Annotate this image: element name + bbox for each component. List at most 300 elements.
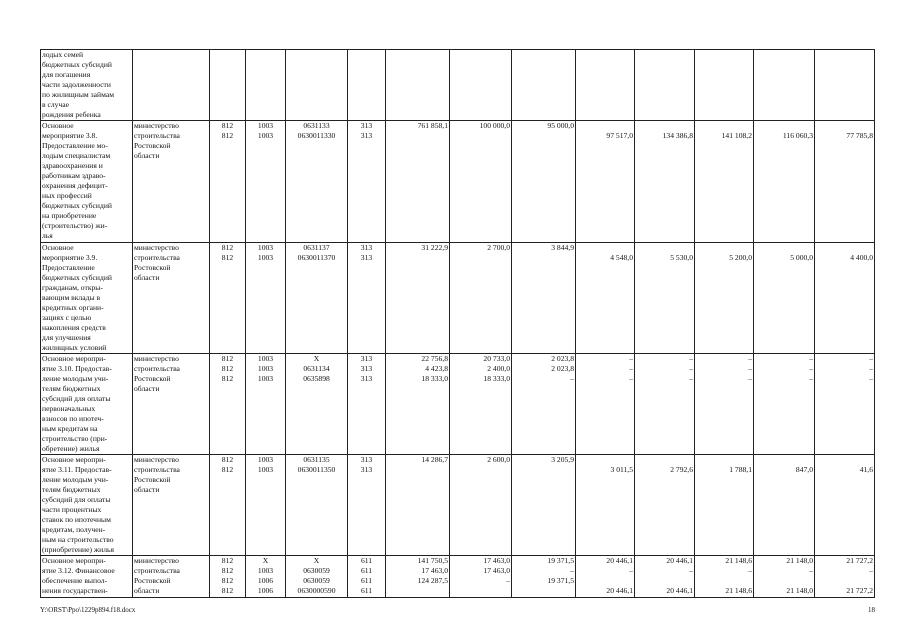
executor-cell bbox=[133, 354, 210, 455]
cell-line: 812 bbox=[221, 364, 234, 373]
cell-line: Основное меропри- bbox=[42, 556, 106, 565]
cell-line: 141 108,2 bbox=[721, 131, 752, 140]
cell-line: 141 750,5 bbox=[417, 556, 448, 565]
cell-line: бюджетных субсидий bbox=[42, 273, 112, 282]
executor-cell bbox=[133, 243, 210, 354]
vr-code-cell bbox=[348, 243, 386, 354]
rzpr-code-cell bbox=[246, 50, 286, 121]
cell-line: Основное bbox=[42, 121, 74, 130]
cell-line: Ростовской bbox=[134, 475, 171, 484]
cell-line: – bbox=[748, 364, 752, 373]
cell-line: строительства bbox=[134, 465, 180, 474]
year-2018-cell bbox=[695, 243, 754, 354]
cell-line: – bbox=[629, 566, 633, 575]
cell-line: 97 517,0 bbox=[606, 131, 633, 140]
cell-line: нения государствен- bbox=[42, 586, 108, 595]
csr-code-cell bbox=[286, 243, 348, 354]
cell-line: строительства bbox=[134, 131, 180, 140]
csr-code-cell bbox=[286, 455, 348, 556]
grbs-code-cell bbox=[210, 121, 246, 243]
cell-line: 20 733,0 bbox=[483, 354, 510, 363]
program-funding-table bbox=[40, 49, 875, 598]
year-2014-cell bbox=[450, 50, 512, 121]
measure-description-cell bbox=[41, 243, 133, 354]
year-2016-cell bbox=[576, 121, 635, 243]
table-row bbox=[41, 121, 875, 243]
year-2019-cell bbox=[754, 243, 815, 354]
cell-line: 1003 bbox=[257, 364, 274, 373]
cell-line: ление молодым учи- bbox=[42, 475, 109, 484]
cell-line: ставок по ипотечным bbox=[42, 515, 111, 524]
rzpr-code-cell bbox=[246, 121, 286, 243]
year-2020-cell bbox=[815, 556, 875, 598]
grbs-code-cell bbox=[210, 354, 246, 455]
cell-line: ятие 3.11. Предостав- bbox=[42, 465, 112, 474]
cell-line: Ростовской bbox=[134, 576, 171, 585]
year-2014-cell bbox=[450, 121, 512, 243]
year-2018-cell bbox=[695, 50, 754, 121]
cell-line: области bbox=[134, 485, 160, 494]
year-2015-cell bbox=[512, 243, 576, 354]
cell-line: – bbox=[748, 374, 752, 383]
vr-code-cell bbox=[348, 556, 386, 598]
cell-line: 1003 bbox=[257, 121, 274, 130]
cell-line: – bbox=[689, 374, 693, 383]
cell-line: ным на строительство bbox=[42, 535, 114, 544]
cell-line: области bbox=[134, 586, 160, 595]
cell-line: 812 bbox=[221, 586, 234, 595]
cell-line: лодым специалистам bbox=[42, 151, 111, 160]
cell-line: 1006 bbox=[257, 586, 274, 595]
cell-line: области bbox=[134, 273, 160, 282]
cell-line: – bbox=[748, 354, 752, 363]
cell-line: части процентных bbox=[42, 505, 102, 514]
cell-line: 4 548,0 bbox=[610, 253, 633, 262]
cell-line: Предоставление мо- bbox=[42, 141, 108, 150]
year-2016-cell bbox=[576, 556, 635, 598]
cell-line: 761 858,1 bbox=[417, 121, 448, 130]
year-2015-cell bbox=[512, 50, 576, 121]
cell-line: 0630011350 bbox=[297, 465, 336, 474]
vr-code-cell bbox=[348, 121, 386, 243]
cell-line: 0631133 bbox=[303, 121, 330, 130]
cell-line: Основное меропри- bbox=[42, 455, 106, 464]
cell-line: 313 bbox=[360, 253, 373, 262]
cell-line bbox=[816, 121, 873, 131]
cell-line: Х bbox=[262, 556, 269, 565]
total-cell bbox=[386, 354, 450, 455]
cell-line bbox=[513, 586, 574, 596]
vr-code-cell bbox=[348, 50, 386, 121]
total-cell bbox=[386, 121, 450, 243]
cell-line: 313 bbox=[360, 131, 373, 140]
cell-line: 5 200,0 bbox=[729, 253, 752, 262]
cell-line: 2 700,0 bbox=[487, 243, 510, 252]
measure-description-cell bbox=[41, 354, 133, 455]
year-2017-cell bbox=[635, 455, 695, 556]
cell-line: (приобретение) жилья bbox=[42, 545, 114, 554]
cell-line: Основное меропри- bbox=[42, 354, 106, 363]
cell-line: 611 bbox=[360, 586, 373, 595]
footer-page-number: 18 bbox=[868, 606, 875, 614]
cell-line: 3 011,5 bbox=[610, 465, 633, 474]
cell-line: 1003 bbox=[257, 131, 274, 140]
cell-line: взносов по ипотеч- bbox=[42, 414, 104, 423]
year-2020-cell bbox=[815, 354, 875, 455]
cell-line: 18 333,0 bbox=[421, 374, 448, 383]
cell-line: лья bbox=[42, 231, 53, 240]
cell-line: 19 371,5 bbox=[547, 556, 574, 565]
cell-line: ятие 3.12. Финансовое bbox=[42, 566, 115, 575]
executor-cell bbox=[133, 50, 210, 121]
cell-line: 2 600,0 bbox=[487, 455, 510, 464]
total-cell bbox=[386, 243, 450, 354]
cell-line: 124 287,5 bbox=[417, 576, 448, 585]
cell-line: 1003 bbox=[257, 465, 274, 474]
cell-line: строительства bbox=[134, 566, 180, 575]
grbs-code-cell bbox=[210, 556, 246, 598]
cell-line: ным кредитам на bbox=[42, 424, 98, 433]
year-2015-cell bbox=[512, 354, 576, 455]
year-2017-cell bbox=[635, 121, 695, 243]
cell-line: 0631134 bbox=[303, 364, 330, 373]
cell-line: 812 bbox=[221, 243, 234, 252]
cell-line: в случае bbox=[42, 100, 70, 109]
cell-line bbox=[755, 455, 813, 465]
year-2019-cell bbox=[754, 556, 815, 598]
cell-line: 31 222,9 bbox=[421, 243, 448, 252]
cell-line: 812 bbox=[221, 121, 234, 130]
cell-line: лодых семей bbox=[42, 50, 84, 59]
cell-line: зациях с целью bbox=[42, 313, 92, 322]
year-2020-cell bbox=[815, 121, 875, 243]
cell-line: 313 bbox=[360, 374, 373, 383]
cell-line: 812 bbox=[221, 354, 234, 363]
cell-line: 0630011330 bbox=[297, 131, 336, 140]
cell-line: строительства bbox=[134, 253, 180, 262]
cell-line bbox=[451, 586, 510, 596]
cell-line: 17 463,0 bbox=[421, 566, 448, 575]
cell-line: 1 788,1 bbox=[729, 465, 752, 474]
cell-line: рождения ребенка bbox=[42, 110, 101, 119]
year-2014-cell bbox=[450, 455, 512, 556]
cell-line: Предоставление bbox=[42, 263, 95, 272]
cell-line: 0631137 bbox=[303, 243, 330, 252]
total-cell bbox=[386, 455, 450, 556]
cell-line: 4 400,0 bbox=[850, 253, 873, 262]
cell-line bbox=[387, 586, 448, 596]
cell-line: 0631135 bbox=[303, 455, 330, 464]
cell-line: строительство (при- bbox=[42, 434, 108, 443]
cell-line: Ростовской bbox=[134, 374, 171, 383]
cell-line: – bbox=[809, 374, 813, 383]
cell-line: 21 148,6 bbox=[725, 586, 752, 595]
cell-line: – bbox=[689, 354, 693, 363]
cell-line: 812 bbox=[221, 374, 234, 383]
cell-line: по жилищным займам bbox=[42, 90, 115, 99]
cell-line: 812 bbox=[221, 131, 234, 140]
year-2015-cell bbox=[512, 121, 576, 243]
rzpr-code-cell bbox=[246, 354, 286, 455]
cell-line: – bbox=[506, 576, 510, 585]
csr-code-cell bbox=[286, 556, 348, 598]
cell-line: 1003 bbox=[257, 566, 274, 575]
cell-line: гражданам, откры- bbox=[42, 283, 103, 292]
cell-line: 21 148,6 bbox=[725, 556, 752, 565]
measure-description-cell bbox=[41, 455, 133, 556]
cell-line: субсидий для оплаты bbox=[42, 495, 111, 504]
cell-line: Х bbox=[313, 354, 320, 363]
cell-line: 21 148,0 bbox=[786, 556, 813, 565]
cell-line: – bbox=[869, 364, 873, 373]
year-2020-cell bbox=[815, 50, 875, 121]
cell-line: 77 785,8 bbox=[846, 131, 873, 140]
cell-line: 313 bbox=[360, 465, 373, 474]
cell-line: 313 bbox=[360, 354, 373, 363]
cell-line bbox=[755, 121, 813, 131]
cell-line: – bbox=[629, 374, 633, 383]
year-2015-cell bbox=[512, 556, 576, 598]
cell-line: 17 463,0 bbox=[483, 566, 510, 575]
cell-line: кредитных органи- bbox=[42, 303, 104, 312]
cell-line: Основное bbox=[42, 243, 74, 252]
cell-line: министерство bbox=[134, 455, 179, 464]
cell-line: 0630059 bbox=[303, 566, 330, 575]
cell-line: 611 bbox=[360, 556, 373, 565]
executor-cell bbox=[133, 556, 210, 598]
rzpr-code-cell bbox=[246, 243, 286, 354]
year-2016-cell bbox=[576, 455, 635, 556]
year-2019-cell bbox=[754, 121, 815, 243]
year-2019-cell bbox=[754, 50, 815, 121]
cell-line: обретение) жилья bbox=[42, 444, 100, 453]
cell-line: ных профессий bbox=[42, 191, 92, 200]
cell-line: 14 286,7 bbox=[421, 455, 448, 464]
cell-line: 20 446,1 bbox=[666, 586, 693, 595]
cell-line: телям бюджетных bbox=[42, 384, 101, 393]
cell-line: – bbox=[869, 354, 873, 363]
table-row bbox=[41, 50, 875, 121]
cell-line: министерство bbox=[134, 243, 179, 252]
year-2016-cell bbox=[576, 243, 635, 354]
year-2020-cell bbox=[815, 455, 875, 556]
cell-line: 21 727,2 bbox=[846, 556, 873, 565]
cell-line: – bbox=[809, 354, 813, 363]
cell-line: телям бюджетных bbox=[42, 485, 101, 494]
year-2020-cell bbox=[815, 243, 875, 354]
cell-line: – bbox=[629, 354, 633, 363]
cell-line: 100 000,0 bbox=[479, 121, 510, 130]
cell-line: части задолженности bbox=[42, 80, 111, 89]
year-2019-cell bbox=[754, 455, 815, 556]
cell-line: 1003 bbox=[257, 253, 274, 262]
cell-line: бюджетных субсидий bbox=[42, 60, 112, 69]
cell-line: – bbox=[689, 566, 693, 575]
year-2018-cell bbox=[695, 121, 754, 243]
cell-line: – bbox=[689, 364, 693, 373]
cell-line: обеспечение выпол- bbox=[42, 576, 108, 585]
cell-line: 2 400,0 bbox=[487, 364, 510, 373]
cell-line: вающим вклады в bbox=[42, 293, 101, 302]
cell-line: области bbox=[134, 151, 160, 160]
cell-line: охранения дефицит- bbox=[42, 181, 108, 190]
cell-line: мероприятие 3.9. bbox=[42, 253, 98, 262]
cell-line: 313 bbox=[360, 243, 373, 252]
year-2014-cell bbox=[450, 556, 512, 598]
cell-line: 812 bbox=[221, 556, 234, 565]
cell-line bbox=[755, 243, 813, 253]
cell-line: 0630059 bbox=[303, 576, 330, 585]
vr-code-cell bbox=[348, 455, 386, 556]
cell-line bbox=[696, 576, 752, 586]
cell-line: накопления средств bbox=[42, 323, 106, 332]
table-row bbox=[41, 455, 875, 556]
cell-line: жилищных условий bbox=[42, 343, 107, 352]
cell-line: Х bbox=[313, 556, 320, 565]
cell-line: работникам здраво- bbox=[42, 171, 106, 180]
cell-line bbox=[577, 243, 633, 253]
cell-line: 313 bbox=[360, 364, 373, 373]
executor-cell bbox=[133, 455, 210, 556]
year-2014-cell bbox=[450, 243, 512, 354]
cell-line: 2 023,8 bbox=[551, 354, 574, 363]
year-2016-cell bbox=[576, 50, 635, 121]
cell-line bbox=[816, 243, 873, 253]
cell-line: 847,0 bbox=[795, 465, 813, 474]
cell-line bbox=[696, 455, 752, 465]
cell-line: 611 bbox=[360, 576, 373, 585]
year-2017-cell bbox=[635, 556, 695, 598]
cell-line: министерство bbox=[134, 354, 179, 363]
csr-code-cell bbox=[286, 354, 348, 455]
measure-description-cell bbox=[41, 556, 133, 598]
year-2018-cell bbox=[695, 354, 754, 455]
cell-line: 21 148,0 bbox=[786, 586, 813, 595]
cell-line: для погашения bbox=[42, 70, 91, 79]
cell-line: мероприятие 3.8. bbox=[42, 131, 98, 140]
cell-line: – bbox=[809, 364, 813, 373]
cell-line: субсидий для оплаты bbox=[42, 394, 111, 403]
cell-line: 812 bbox=[221, 465, 234, 474]
cell-line: 22 756,8 bbox=[421, 354, 448, 363]
cell-line: 20 446,1 bbox=[606, 556, 633, 565]
year-2017-cell bbox=[635, 243, 695, 354]
cell-line: 41,6 bbox=[859, 465, 873, 474]
year-2018-cell bbox=[695, 556, 754, 598]
cell-line: (строительство) жи- bbox=[42, 221, 108, 230]
rzpr-code-cell bbox=[246, 556, 286, 598]
cell-line bbox=[577, 121, 633, 131]
cell-line: 2 792,6 bbox=[670, 465, 693, 474]
total-cell bbox=[386, 50, 450, 121]
cell-line: – bbox=[570, 374, 574, 383]
cell-line: 313 bbox=[360, 121, 373, 130]
cell-line: 0630011370 bbox=[297, 253, 336, 262]
cell-line: 4 423,8 bbox=[425, 364, 448, 373]
cell-line: – bbox=[748, 566, 752, 575]
cell-line: 0630000590 bbox=[297, 586, 336, 595]
cell-line: 611 bbox=[360, 566, 373, 575]
csr-code-cell bbox=[286, 50, 348, 121]
cell-line: – bbox=[570, 566, 574, 575]
executor-cell bbox=[133, 121, 210, 243]
year-2017-cell bbox=[635, 354, 695, 455]
cell-line bbox=[577, 455, 633, 465]
cell-line: кредитам, получен- bbox=[42, 525, 106, 534]
cell-line: 20 446,1 bbox=[666, 556, 693, 565]
cell-line: 116 060,3 bbox=[782, 131, 813, 140]
cell-line: 1006 bbox=[257, 576, 274, 585]
vr-code-cell bbox=[348, 354, 386, 455]
cell-line: 21 727,2 bbox=[846, 586, 873, 595]
cell-line: 3 844,9 bbox=[551, 243, 574, 252]
cell-line: 812 bbox=[221, 566, 234, 575]
cell-line: 18 333,0 bbox=[483, 374, 510, 383]
cell-line: 20 446,1 bbox=[606, 586, 633, 595]
cell-line: 3 205,9 bbox=[551, 455, 574, 464]
cell-line: 0635898 bbox=[303, 374, 330, 383]
footer-file-path: Y:\ORST\Ppo\1229p894.f18.docx bbox=[40, 606, 136, 614]
cell-line bbox=[577, 576, 633, 586]
cell-line: 2 023,8 bbox=[551, 364, 574, 373]
cell-line: 812 bbox=[221, 576, 234, 585]
total-cell bbox=[386, 556, 450, 598]
cell-line: 812 bbox=[221, 253, 234, 262]
cell-line bbox=[636, 455, 693, 465]
cell-line bbox=[636, 576, 693, 586]
year-2015-cell bbox=[512, 455, 576, 556]
cell-line: строительства bbox=[134, 364, 180, 373]
grbs-code-cell bbox=[210, 455, 246, 556]
cell-line: 1003 bbox=[257, 354, 274, 363]
csr-code-cell bbox=[286, 121, 348, 243]
year-2016-cell bbox=[576, 354, 635, 455]
cell-line: 19 371,5 bbox=[547, 576, 574, 585]
cell-line: 1003 bbox=[257, 374, 274, 383]
cell-line: первоначальных bbox=[42, 404, 96, 413]
cell-line: – bbox=[869, 566, 873, 575]
cell-line: для улучшения bbox=[42, 333, 91, 342]
cell-line bbox=[636, 243, 693, 253]
grbs-code-cell bbox=[210, 243, 246, 354]
table-row bbox=[41, 243, 875, 354]
cell-line bbox=[696, 121, 752, 131]
cell-line: 5 000,0 bbox=[790, 253, 813, 262]
cell-line: 134 386,8 bbox=[662, 131, 693, 140]
cell-line: министерство bbox=[134, 121, 179, 130]
cell-line bbox=[696, 243, 752, 253]
year-2019-cell bbox=[754, 354, 815, 455]
cell-line: Ростовской bbox=[134, 263, 171, 272]
cell-line bbox=[636, 121, 693, 131]
cell-line: – bbox=[629, 364, 633, 373]
cell-line: – bbox=[809, 566, 813, 575]
cell-line: Ростовской bbox=[134, 141, 171, 150]
year-2018-cell bbox=[695, 455, 754, 556]
cell-line bbox=[816, 576, 873, 586]
grbs-code-cell bbox=[210, 50, 246, 121]
cell-line: ятие 3.10. Предостав- bbox=[42, 364, 112, 373]
measure-description-cell bbox=[41, 50, 133, 121]
cell-line: области bbox=[134, 384, 160, 393]
cell-line: 313 bbox=[360, 455, 373, 464]
cell-line: 812 bbox=[221, 455, 234, 464]
cell-line: бюджетных субсидий bbox=[42, 201, 112, 210]
cell-line: здравоохранения и bbox=[42, 161, 103, 170]
cell-line: 5 530,0 bbox=[670, 253, 693, 262]
table-row bbox=[41, 556, 875, 598]
cell-line: ление молодым учи- bbox=[42, 374, 109, 383]
